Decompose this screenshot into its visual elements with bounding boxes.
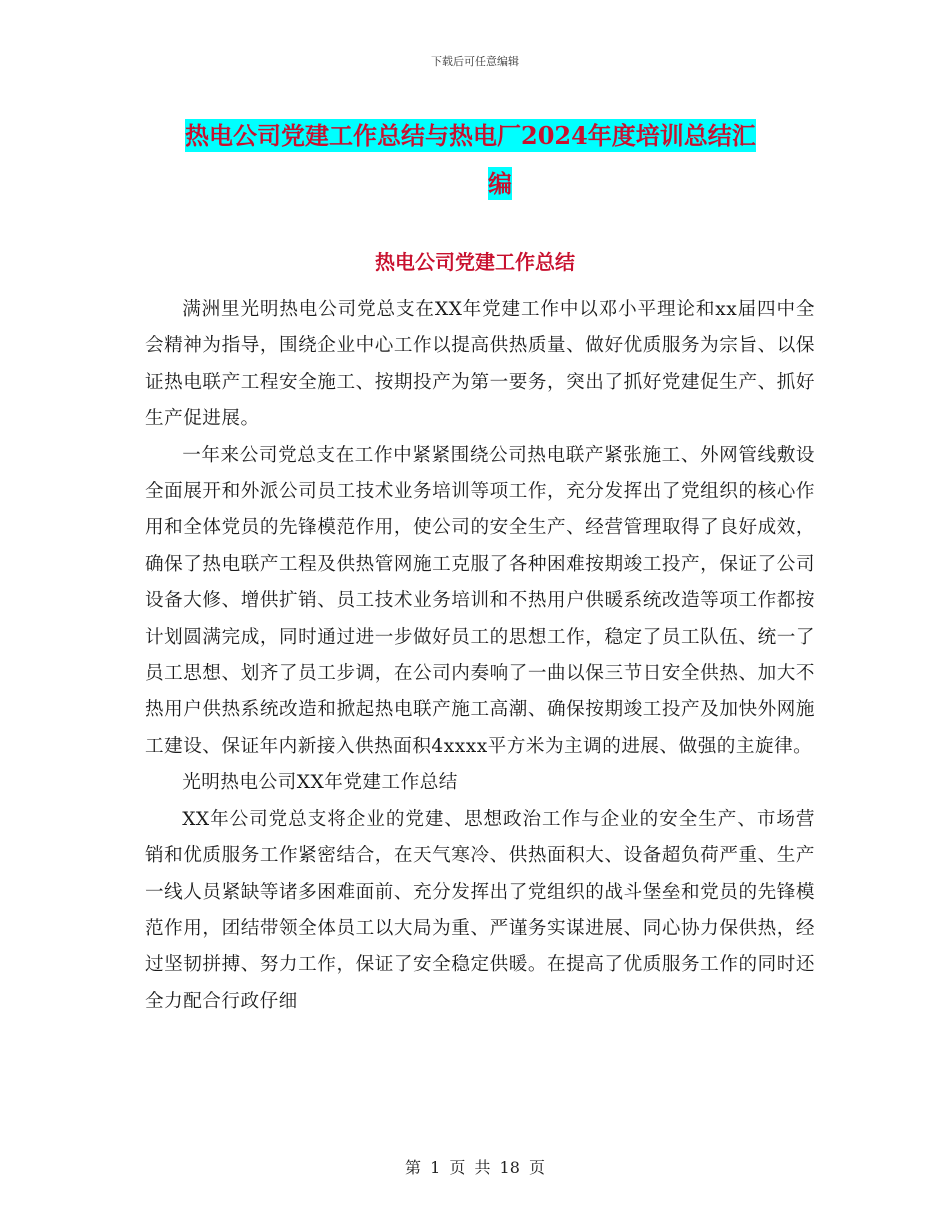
document-body (145, 292, 815, 1020)
document-title-line1: 热电公司党建工作总结与热电厂2024年度培训总结汇 (185, 121, 756, 150)
paragraph-subheading: 光明热电公司XX年党建工作总结 (182, 772, 458, 794)
page-number: 第 1 页 共 18 页 (405, 1158, 545, 1177)
document-title (185, 112, 815, 208)
section-title: 热电公司党建工作总结 (375, 250, 575, 274)
paragraph: 满洲里光明热电公司党总支在XX年党建工作中以邓小平理论和xx届四中全会精神为指导，围绕企业中心工作以提高供热质量、做好优质服务为宗旨、以保证热电联产工程安全施工、按期投产为第一要务，突出了抓好党建促生产、抓好生产促进展。 (145, 299, 815, 430)
document-title-line2: 编 (488, 169, 512, 198)
paragraph: 一年来公司党总支在工作中紧紧围绕公司热电联产紧张施工、外网管线敷设全面展开和外派公司员工技术业务培训等项工作，充分发挥出了党组织的核心作用和全体党员的先锋模范作用，使公司的安全生产、经营管理取得了良好成效，确保了热电联产工程及供热管网施工克服了各种困难按期竣工投产，保证了公司设备大修、增供扩销、员工技术业务培训和不热用户供暖系统改造等项工作都按计划圆满完成，同时通过进一步做好员工的思想工作，稳定了员工队伍、统一了员工思想、划齐了员工步调，在公司内奏响了一曲以保三节日安全供热、加大不热用户供热系统改造和掀起热电联产施工高潮、确保按期竣工投产及加快外网施工建设、保证年内新接入供热面积4xxxx平方米为主调的进展、做强的主旋律。 (145, 444, 815, 757)
header-note: 下载后可任意编辑 (431, 55, 519, 68)
paragraph: XX年公司党总支将企业的党建、思想政治工作与企业的安全生产、市场营销和优质服务工作紧密结合，在天气寒冷、供热面积大、设备超负荷严重、生产一线人员紧缺等诸多困难面前、充分发挥出了党组织的战斗堡垒和党员的先锋模范作用，团结带领全体员工以大局为重、严谨务实谋进展、同心协力保供热，经过坚韧拼搏、努力工作，保证了安全稳定供暖。在提高了优质服务工作的同时还全力配合行政仔细 (145, 808, 815, 1012)
